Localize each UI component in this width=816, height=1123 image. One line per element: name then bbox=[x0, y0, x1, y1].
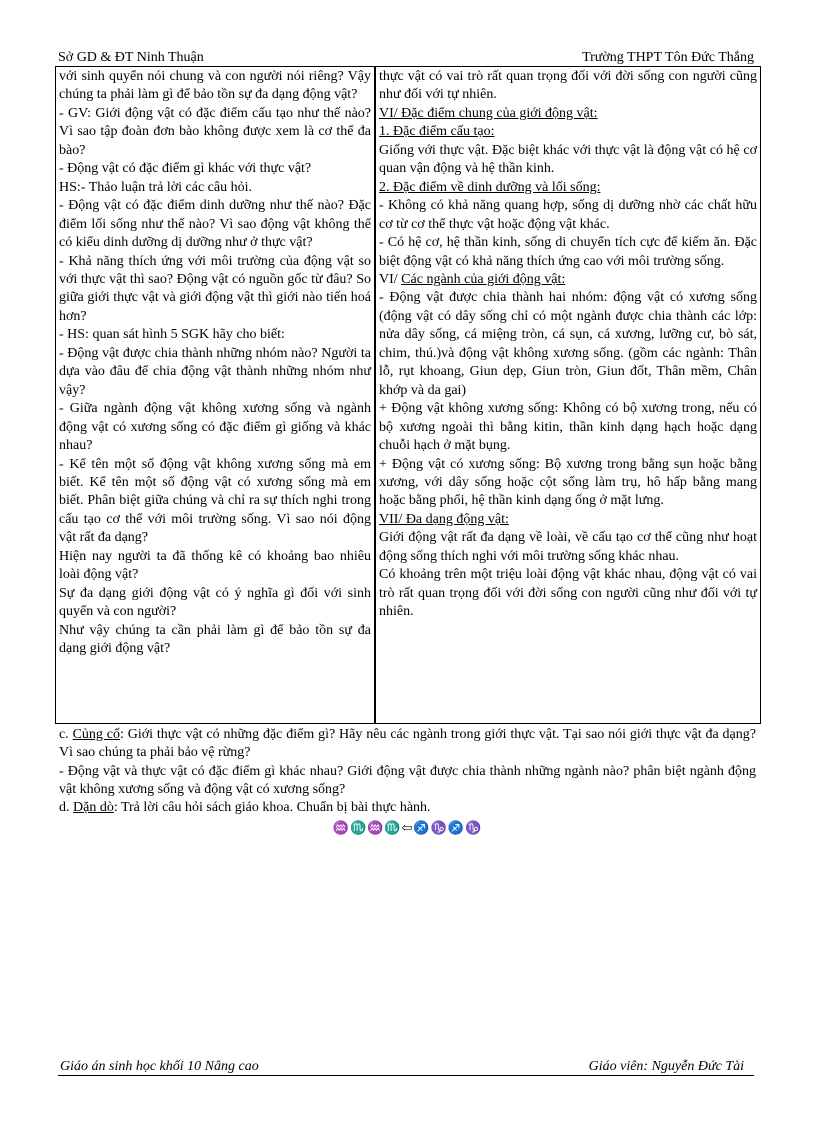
page-footer bbox=[58, 1058, 754, 1076]
consolidation-paragraph bbox=[59, 726, 756, 763]
left-paragraph: HS:- Thảo luận trả lời các câu hỏi. bbox=[59, 179, 252, 195]
left-paragraph: - Động vật có đặc điểm dinh dưỡng như thế nào? Đặc điểm lối sống như thế nào? Vì sao động vật không thể có kiểu dinh dưỡng dị dưỡng như ở thực vật? bbox=[59, 198, 371, 251]
right-paragraph: - Có hệ cơ, hệ thần kinh, sống di chuyển tích cực để kiếm ăn. Đặc biệt động vật có khả năng thích ứng cao với môi trường sống. bbox=[379, 235, 757, 269]
section-heading-vi bbox=[379, 105, 757, 123]
right-paragraph: + Động vật có xương sống: Bộ xương trong bằng sụn hoặc bằng xương, với dây sống hoặc cột sống làm trụ, hô hấp bằng mang hoặc bằng phổi, hệ thần kinh dạng ống ở mặt lưng. bbox=[379, 456, 757, 509]
subheading-2 bbox=[379, 179, 757, 197]
left-paragraph: - Giữa ngành động vật không xương sống và ngành động vật có xương sống có đặc điểm gì giống và khác nhau? bbox=[59, 401, 371, 454]
d-label: Dặn dò bbox=[73, 800, 114, 816]
subheading-1 bbox=[379, 123, 757, 141]
header-school: Trường THPT Tôn Đức Thắng bbox=[582, 50, 754, 65]
right-paragraph: thực vật có vai trò rất quan trọng đối với đời sống con người cũng như đối với tự nhiên. bbox=[379, 69, 757, 103]
heading-text: VI/ Đặc điểm chung của giới động vật: bbox=[379, 105, 598, 121]
section-heading-vii bbox=[379, 511, 757, 529]
teacher-activities-column bbox=[56, 67, 374, 723]
right-paragraph: + Động vật không xương sống: Không có bộ xương trong, nếu có bộ xương ngoài thì bằng kitin, thần kinh dạng hạch hoặc dạng chuỗi hạch ở mặt bụng. bbox=[379, 401, 757, 454]
heading-text: VII/ Đa dạng động vật: bbox=[379, 511, 509, 527]
consolidation-paragraph-2: - Động vật và thực vật có đặc điểm gì khác nhau? Giới động vật được chia thành những ngành nào? phân biệt ngành động vật không xương sống và động vật có xương sống? bbox=[59, 763, 756, 797]
homework-paragraph bbox=[59, 799, 756, 817]
left-paragraph: Hiện nay người ta đã thống kê có khoảng bao nhiêu loài động vật? bbox=[59, 548, 371, 583]
left-paragraph: - Động vật có đặc điểm gì khác với thực vật? bbox=[59, 161, 312, 177]
footer-teacher: Giáo viên: Nguyễn Đức Tài bbox=[588, 1059, 744, 1074]
c-text: : Giới thực vật có những đặc điểm gì? Hãy nêu các ngành trong giới thực vật. Tại sao nói giới thực vật đa dạng? Vì sao chúng ta phải bảo vệ rừng? bbox=[59, 727, 756, 761]
c-label: Củng cố bbox=[72, 727, 120, 742]
heading-text: 2. Đặc điểm về dinh dưỡng và lối sống: bbox=[379, 179, 601, 195]
section-heading-vi-phyla bbox=[379, 271, 757, 289]
right-paragraph: Giống với thực vật. Đặc biệt khác với thực vật là động vật có hệ cơ quan vận động và hệ thần kinh. bbox=[379, 142, 757, 177]
right-paragraph: Giới động vật rất đa dạng về loài, về cấu tạo cơ thể cũng như hoạt động sống thích nghi với môi trường sống khác nhau. bbox=[379, 530, 757, 564]
heading-prefix: VI/ bbox=[379, 271, 402, 287]
consolidation-section bbox=[59, 726, 756, 837]
left-paragraph: Như vậy chúng ta cần phải làm gì để bảo tồn sự đa dạng giới động vật? bbox=[59, 622, 371, 657]
ornament-divider: ♒♏♒♏⇦♐♑♐♑ bbox=[332, 820, 483, 836]
left-paragraph: - HS: quan sát hình 5 SGK hãy cho biết: bbox=[59, 327, 285, 343]
page-header bbox=[58, 50, 754, 67]
right-paragraph: - Động vật được chia thành hai nhóm: động vật có xương sống (động vật có dây sống chỉ có một ngành được chia thành các lớp: nửa dây sống, cá miệng tròn, cá sụn, cá xương, lưỡng cư, bò sát, chim, thú.)và động vật không xương sống. (gồm các ngành: Thân lỗ, rụt khoang, Giun dẹp, Giun tròn, Giun đốt, Thân mềm, Chân khớp và da gai) bbox=[379, 290, 757, 398]
lesson-table bbox=[55, 66, 761, 724]
heading-text: 1. Đặc điểm cấu tạo: bbox=[379, 124, 495, 140]
right-paragraph: - Không có khả năng quang hợp, sống dị dưỡng nhờ các chất hữu cơ từ cơ thể thực vật hoặc động vật khác. bbox=[379, 198, 757, 232]
left-paragraph: Sự đa dạng giới động vật có ý nghĩa gì đối với sinh quyển và con người? bbox=[59, 585, 371, 620]
content-column bbox=[376, 67, 760, 723]
header-department: Sở GD & ĐT Ninh Thuận bbox=[58, 50, 204, 65]
d-text: : Trả lời câu hỏi sách giáo khoa. Chuẩn bị bài thực hành. bbox=[113, 800, 431, 816]
left-paragraph: - Kể tên một số động vật không xương sống mà em biết. Kể tên một số động vật có xương sống mà em biết. Phân biệt giữa chúng và chỉ ra sự thích nghi trong cấu tạo cơ thể với môi trường sống. Vì sao nói động vật rất đa dạng? bbox=[59, 456, 371, 546]
left-paragraph: - Động vật được chia thành những nhóm nào? Người ta dựa vào đâu để chia động vật thành những nhóm như vậy? bbox=[59, 345, 371, 398]
left-paragraph: - GV: Giới động vật có đặc điểm cấu tạo như thế nào? Vì sao tập đoàn đơn bào không được xem là cơ thể đa bào? bbox=[59, 105, 371, 158]
right-paragraph: Có khoảng trên một triệu loài động vật khác nhau, động vật có vai trò rất quan trọng đối với đời sống con người cũng như đối với tự nhiên. bbox=[379, 567, 757, 620]
left-paragraph: với sinh quyển nói chung và con người nói riêng? Vậy chúng ta phải làm gì để bảo tồn sự đa dạng động vật? bbox=[59, 69, 371, 103]
footer-course: Giáo án sinh học khối 10 Nâng cao bbox=[60, 1059, 259, 1074]
heading-text: Các ngành của giới động vật: bbox=[401, 271, 566, 287]
left-paragraph: - Khả năng thích ứng với môi trường của động vật so với thực vật thì sao? Động vật có nguồn gốc từ đâu? So giữa giới thực vật và giới động vật thì giới nào tiến hoá hơn? bbox=[59, 253, 371, 324]
d-prefix: d. bbox=[59, 800, 73, 816]
c-prefix: c. bbox=[59, 727, 73, 742]
